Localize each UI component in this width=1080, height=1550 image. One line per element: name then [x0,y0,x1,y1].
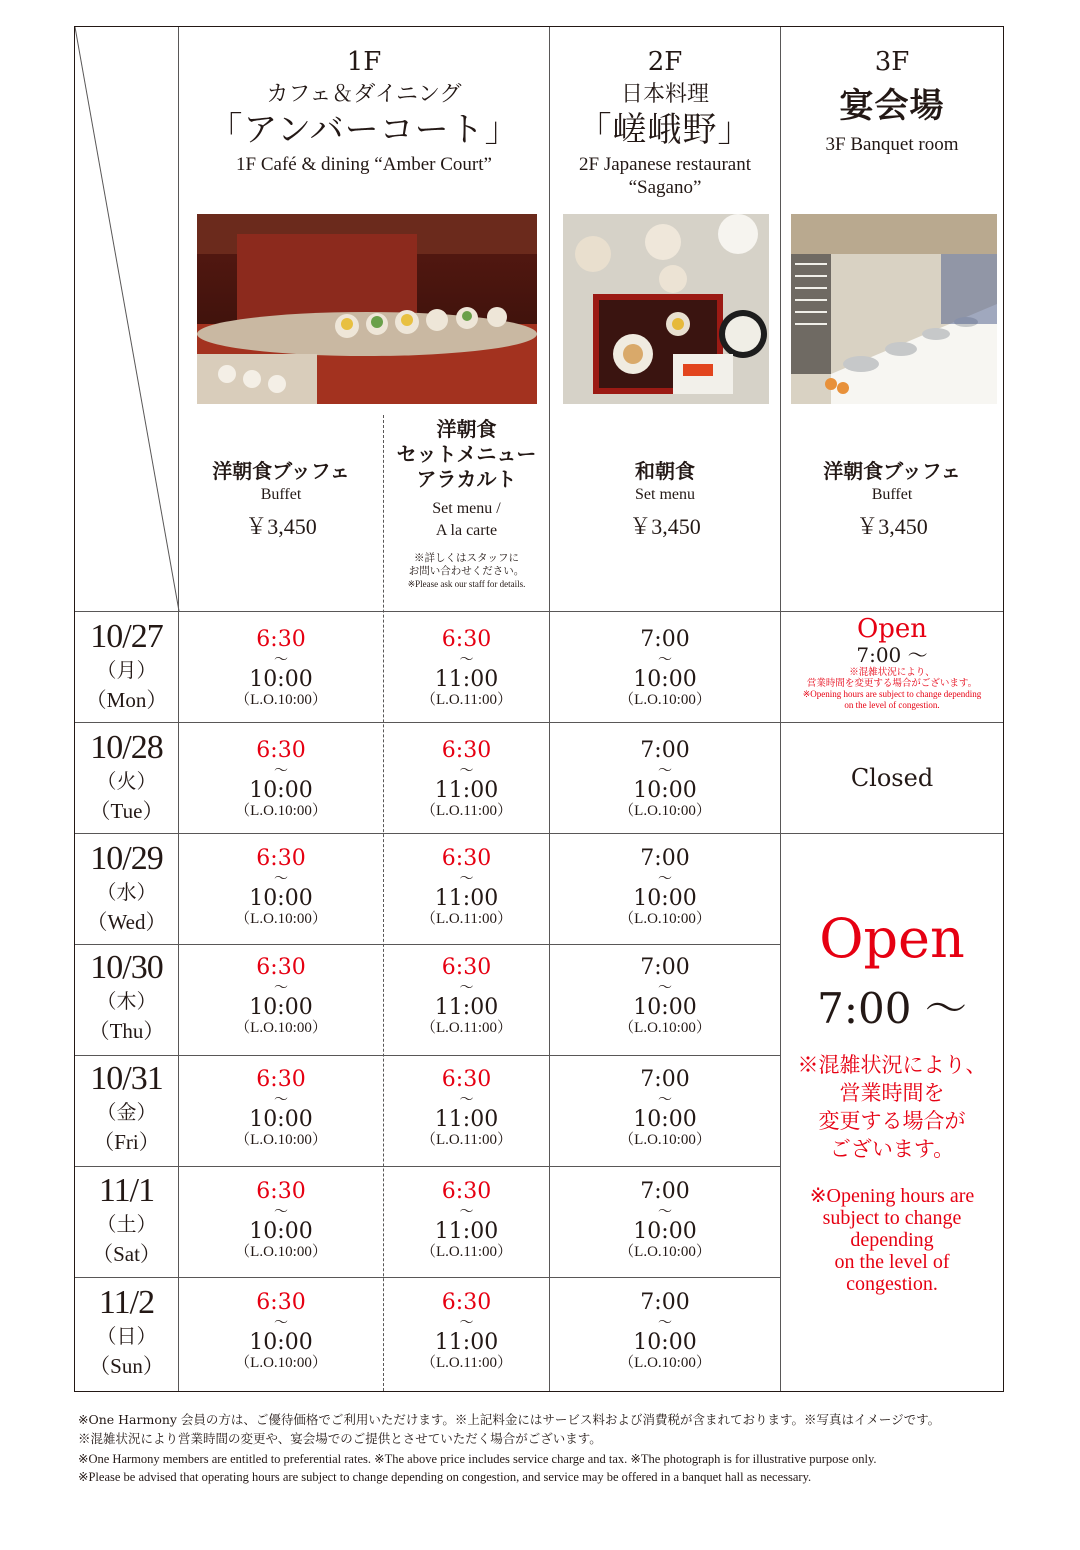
restaurant-type-jp: 日本料理 [620,82,709,107]
open-time: 6:30 [256,955,306,980]
banquet-day1 [781,615,1003,711]
last-order: （L.O.10:00） [619,692,711,708]
menu-set-alacarte [384,417,549,591]
range-wave: 〜 [274,1204,288,1220]
note-jp-3: 変更する場合が [818,1109,966,1133]
close-time: 11:00 [434,1107,499,1132]
hours-japanese [550,1291,780,1371]
banquet-open-block [781,907,1003,1295]
note-en-1: ※Opening hours are subject to change depending [802,689,982,699]
hours-set-menu [384,1291,549,1371]
last-order: （L.O.10:00） [619,1020,711,1036]
row-divider [75,1055,780,1056]
note-en-5: congestion. [846,1273,938,1295]
note-en-3: depending [850,1229,934,1251]
menu-japanese [550,459,780,542]
open-time: 6:30 [441,738,492,763]
close-time: 10:00 [633,1107,697,1132]
close-time: 10:00 [633,886,697,911]
open-label: Open [819,907,965,970]
last-order: （L.O.10:00） [235,1244,327,1260]
range-wave: 〜 [274,980,288,996]
restaurant-name-jp: 「嵯峨野」 [577,110,753,150]
open-time: 6:30 [441,1179,492,1204]
hours-japanese [550,1068,780,1148]
room-name-en: 3F Banquet room [825,134,959,155]
header-sagano [550,47,780,199]
close-time: 10:00 [249,995,313,1020]
hours-set-menu [384,956,549,1036]
hours-set-menu [384,1180,549,1260]
menu-name-jp: 洋朝食ブッフェ [823,459,961,483]
menu-name-jp-3: アラカルト [416,467,517,491]
close-time: 10:00 [249,667,313,692]
note-jp-2: 営業時間を変更する場合がございます。 [806,678,978,689]
range-wave: 〜 [459,652,474,668]
date-cell [75,1285,178,1381]
weekday-jp: （日） [96,1324,157,1348]
menu-name-en: Set menu [635,486,695,503]
last-order: （L.O.10:00） [235,692,327,708]
weekday-en: （Fri） [93,1130,160,1154]
restaurant-type-jp: カフェ＆ダイニング [266,82,462,107]
close-time: 10:00 [633,667,697,692]
close-time: 11:00 [434,1219,499,1244]
date-label: 10/28 [90,729,163,766]
date-label: 11/2 [98,1284,155,1321]
close-time: 10:00 [249,1107,313,1132]
last-order: （L.O.10:00） [619,911,711,927]
banquet-closed: Closed [850,764,934,792]
close-time: 10:00 [633,778,697,803]
date-cell [75,619,178,715]
hours-set-menu [384,847,549,927]
open-time: 6:30 [256,846,306,871]
hours-japanese [550,1180,780,1260]
note-en-2: on the level of congestion. [844,700,940,710]
range-wave: 〜 [274,871,288,887]
menu-name-en: Buffet [260,486,302,503]
hours-buffet-amber [179,847,383,927]
open-time: 7:00 [640,955,690,980]
close-time: 10:00 [633,1330,697,1355]
hours-buffet-amber [179,1291,383,1371]
last-order: （L.O.11:00） [420,1244,513,1260]
last-order: （L.O.11:00） [420,1132,513,1148]
restaurant-name-en: 1F Café & dining “Amber Court” [236,154,492,175]
schedule-table [74,26,1004,1392]
hours-set-menu [384,1068,549,1148]
weekday-en: （Thu） [88,1019,165,1043]
footer-note-jp-2: ※混雑状況により営業時間の変更や、宴会場でのご提供とさせていただく場合がございます。 [78,1431,602,1446]
menu-name-en-2: A la carte [435,522,498,539]
range-wave: 〜 [459,980,474,996]
menu-price: ￥3,450 [856,514,928,539]
open-time: 7:00 [640,627,690,652]
range-wave: 〜 [658,763,672,779]
last-order: （L.O.10:00） [235,1355,327,1371]
last-order: （L.O.10:00） [619,1244,711,1260]
hours-buffet-amber [179,739,383,819]
date-cell [75,950,178,1046]
note-en-4: on the level of [834,1251,950,1273]
range-wave: 〜 [274,1315,288,1331]
note-jp-1: ※混雑状況により、 [797,1053,987,1077]
close-time: 10:00 [633,1219,697,1244]
weekday-jp: （火） [96,769,157,793]
close-time: 10:00 [249,1219,313,1244]
weekday-en: （Sun） [89,1354,164,1378]
last-order: （L.O.10:00） [619,1355,711,1371]
menu-name-jp: 和朝食 [635,459,695,483]
restaurant-name-en-2: “Sagano” [628,177,702,198]
header-amber-court [179,47,549,176]
close-time: 10:00 [249,1330,313,1355]
last-order: （L.O.11:00） [420,1020,513,1036]
open-time: 7:00 [640,1179,690,1204]
range-wave: 〜 [658,1204,672,1220]
last-order: （L.O.10:00） [235,911,327,927]
hours-buffet-amber [179,956,383,1036]
close-time: 11:00 [434,995,499,1020]
close-time: 11:00 [434,886,499,911]
row-divider [75,722,1003,723]
close-time: 10:00 [249,778,313,803]
last-order: （L.O.11:00） [420,1355,513,1371]
range-wave: 〜 [459,1092,474,1108]
row-divider [75,944,780,945]
date-label: 10/31 [90,1060,163,1097]
range-wave: 〜 [274,652,288,668]
date-cell [75,841,178,937]
weekday-en: （Tue） [89,799,164,823]
row-divider [75,1277,780,1278]
last-order: （L.O.10:00） [235,1132,327,1148]
note-jp-4: ございます。 [829,1137,955,1161]
range-wave: 〜 [459,763,474,779]
menu-buffet-banquet [781,459,1003,542]
footer-note-jp-1: ※One Harmony 会員の方は、ご優待価格でご利用いただけます。※上記料金にはサービス料および消費税が含まれております。※写真はイメージです。 [78,1412,941,1427]
hours-buffet-amber [179,1068,383,1148]
open-time: 7:00 〜 [817,984,967,1033]
open-time: 6:30 [441,846,492,871]
header-banquet [781,47,1003,156]
menu-name-jp-1: 洋朝食 [436,417,497,441]
open-time: 6:30 [441,1067,492,1092]
range-wave: 〜 [459,1315,474,1331]
last-order: （L.O.10:00） [235,1020,327,1036]
menu-note-jp-1: ※詳しくはスタッフに [414,552,519,564]
last-order: （L.O.10:00） [235,803,327,819]
restaurant-name-en: 2F Japanese restaurant [579,154,751,175]
range-wave: 〜 [658,871,672,887]
open-time: 6:30 [256,627,306,652]
menu-name-en-1: Set menu / [432,500,501,517]
note-jp-1: ※混雑状況により、 [849,667,935,678]
floor-label: 3F [874,47,910,77]
footer-note-en-2: ※Please be advised that operating hours are subject to change depending on congestion, and service may be offered in a banquet hall as necessary. [78,1470,812,1484]
open-time: 7:00 [640,738,690,763]
last-order: （L.O.10:00） [619,1132,711,1148]
open-time: 7:00 [640,1067,690,1092]
japanese-breakfast-photo [563,214,769,404]
banquet-buffet-photo [791,214,997,404]
row-divider [75,833,1003,834]
open-time: 6:30 [256,1179,306,1204]
hours-buffet-amber [179,1180,383,1260]
last-order: （L.O.10:00） [619,803,711,819]
weekday-en: （Mon） [85,688,168,712]
menu-buffet-amber [179,459,383,542]
range-wave: 〜 [658,1315,672,1331]
menu-name-jp-2: セットメニュー [396,442,537,466]
date-label: 10/30 [90,949,163,986]
last-order: （L.O.11:00） [420,911,513,927]
hours-japanese [550,628,780,708]
date-cell [75,1061,178,1157]
weekday-jp: （水） [96,880,157,904]
room-name-jp: 宴会場 [839,86,945,126]
open-time: 6:30 [256,738,306,763]
open-label: Open [856,614,928,644]
date-label: 11/1 [98,1172,155,1209]
range-wave: 〜 [459,871,474,887]
weekday-jp: （木） [96,989,157,1013]
date-cell [75,730,178,826]
buffet-photo [197,214,537,404]
range-wave: 〜 [658,980,672,996]
date-cell [75,1173,178,1269]
last-order: （L.O.11:00） [420,692,513,708]
close-time: 11:00 [434,667,499,692]
weekday-en: （Wed） [86,910,167,934]
open-time: 6:30 [441,627,492,652]
note-jp-2: 営業時間を [839,1081,945,1105]
open-time: 6:30 [441,1290,492,1315]
date-label: 10/29 [90,840,163,877]
hours-set-menu [384,739,549,819]
note-en-2: subject to change [822,1207,962,1229]
close-time: 10:00 [633,995,697,1020]
weekday-jp: （金） [96,1100,157,1124]
hours-japanese [550,739,780,819]
floor-label: 1F [346,47,382,77]
range-wave: 〜 [274,763,288,779]
date-label: 10/27 [90,618,163,655]
range-wave: 〜 [274,1092,288,1108]
row-divider [75,1166,780,1167]
open-time: 7:00 [640,846,690,871]
menu-name-en: Buffet [871,486,913,503]
range-wave: 〜 [658,652,672,668]
footer-note-en-1: ※One Harmony members are entitled to preferential rates. ※The above price includes service charge and tax. ※The photograph is for illustrative purpose only. [78,1452,877,1466]
row-divider [75,611,1003,612]
open-time: 6:30 [256,1067,306,1092]
close-time: 10:00 [249,886,313,911]
note-en-1: ※Opening hours are [809,1185,975,1207]
open-time: 7:00 〜 [856,643,928,667]
open-time: 7:00 [640,1290,690,1315]
weekday-jp: （月） [96,658,157,682]
weekday-en: （Sat） [92,1242,161,1266]
range-wave: 〜 [658,1092,672,1108]
hours-japanese [550,956,780,1036]
menu-note-en: ※Please ask our staff for details. [407,579,526,589]
open-time: 6:30 [441,955,492,980]
range-wave: 〜 [459,1204,474,1220]
close-time: 11:00 [434,1330,499,1355]
menu-price: ￥3,450 [629,514,701,539]
close-time: 11:00 [434,778,499,803]
weekday-jp: （土） [96,1212,157,1236]
floor-label: 2F [647,47,683,77]
menu-note-jp-2: お問い合わせください。 [408,565,525,577]
menu-price: ￥3,450 [245,514,317,539]
restaurant-name-jp: 「アンバーコート」 [208,110,520,150]
last-order: （L.O.11:00） [420,803,513,819]
hours-buffet-amber [179,628,383,708]
menu-name-jp: 洋朝食ブッフェ [212,459,350,483]
open-time: 6:30 [256,1290,306,1315]
hours-japanese [550,847,780,927]
hours-set-menu [384,628,549,708]
